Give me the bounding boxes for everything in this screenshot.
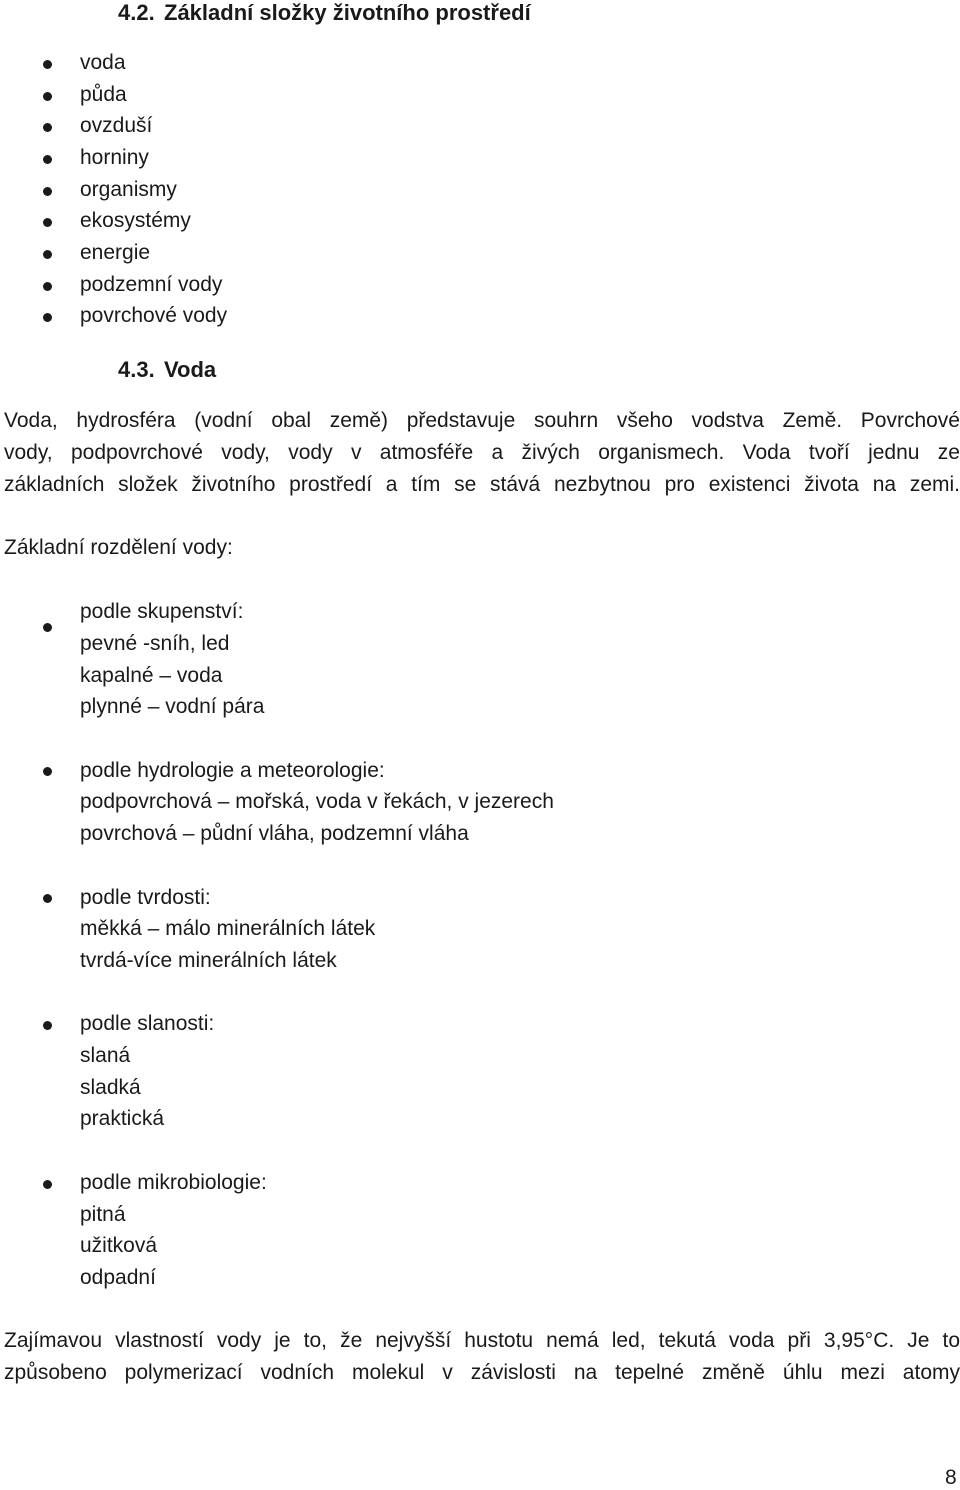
- division-intro: Základní rozdělení vody:: [4, 536, 233, 559]
- bullet-icon: [43, 187, 52, 196]
- paragraph-line: způsobeno polymerizací vodních molekul v závislosti na tepelné změně úhlu mezi atomy: [4, 1361, 960, 1384]
- bullet-icon: [43, 250, 52, 259]
- bullet-icon: [43, 313, 52, 322]
- paragraph-line: Voda, hydrosféra (vodní obal země) představuje souhrn všeho vodstva Země. Povrchové: [4, 409, 960, 432]
- bullet-icon: [43, 92, 52, 101]
- group-line: odpadní: [80, 1266, 156, 1289]
- bullet-icon: [43, 894, 52, 903]
- group-line: pitná: [80, 1203, 126, 1226]
- section-number: 4.2.: [118, 0, 155, 25]
- list-item: ovzduší: [80, 114, 153, 137]
- paragraph-line: vody, podpovrchové vody, vody v atmosféře a živých organismech. Voda tvoří jednu ze: [4, 441, 960, 464]
- group-line: plynné – vodní pára: [80, 695, 265, 718]
- group-label: podle skupenství:: [80, 600, 244, 623]
- bullet-icon: [43, 1021, 52, 1030]
- section-heading-4-3: [118, 357, 216, 383]
- bullet-icon: [43, 155, 52, 164]
- group-line: tvrdá-více minerálních látek: [80, 949, 337, 972]
- list-item: půda: [80, 83, 127, 106]
- group-line: sladká: [80, 1076, 141, 1099]
- group-line: podpovrchová – mořská, voda v řekách, v jezerech: [80, 790, 554, 813]
- list-item: voda: [80, 51, 126, 74]
- section-number: 4.3.: [118, 357, 155, 382]
- group-label: podle tvrdosti:: [80, 886, 211, 909]
- bullet-icon: [43, 282, 52, 291]
- section-title: Voda: [164, 357, 217, 382]
- list-item: podzemní vody: [80, 273, 223, 296]
- group-line: pevné -sníh, led: [80, 632, 230, 655]
- list-item: povrchové vody: [80, 304, 228, 327]
- bullet-icon: [43, 123, 52, 132]
- page-number: 8: [945, 1466, 957, 1489]
- group-line: povrchová – půdní vláha, podzemní vláha: [80, 822, 469, 845]
- group-line: měkká – málo minerálních látek: [80, 917, 376, 940]
- group-line: kapalné – voda: [80, 664, 223, 687]
- bullet-icon: [43, 767, 52, 776]
- section-heading-4-2: [118, 0, 531, 26]
- group-label: podle hydrologie a meteorologie:: [80, 759, 385, 782]
- paragraph-line: Zajímavou vlastností vody je to, že nejvyšší hustotu nemá led, tekutá voda při 3,95°C. Je to: [4, 1329, 960, 1352]
- group-label: podle slanosti:: [80, 1012, 215, 1035]
- group-line: užitková: [80, 1234, 158, 1257]
- bullet-icon: [43, 60, 52, 69]
- list-item: organismy: [80, 178, 177, 201]
- group-label: podle mikrobiologie:: [80, 1171, 267, 1194]
- group-line: slaná: [80, 1044, 131, 1067]
- list-item: energie: [80, 241, 151, 264]
- bullet-icon: [43, 623, 52, 632]
- bullet-icon: [43, 218, 52, 227]
- bullet-icon: [43, 1180, 52, 1189]
- list-item: horniny: [80, 146, 149, 169]
- paragraph-line: základních složek životního prostředí a tím se stává nezbytnou pro existenci života na zemi.: [4, 473, 960, 496]
- section-title: Základní složky životního prostředí: [164, 0, 531, 25]
- group-line: praktická: [80, 1107, 165, 1130]
- list-item: ekosystémy: [80, 209, 191, 232]
